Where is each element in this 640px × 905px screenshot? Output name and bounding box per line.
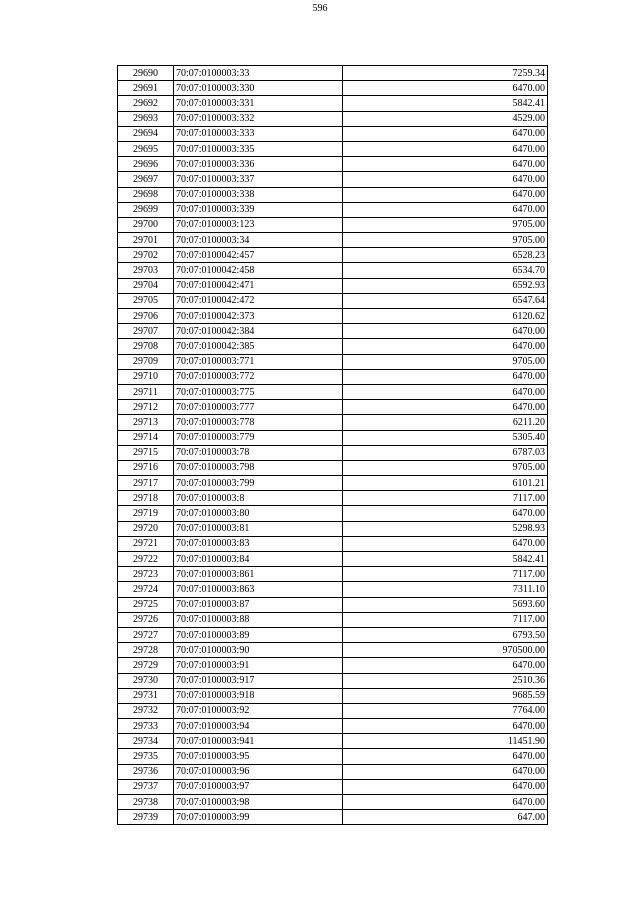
row-number-cell: 29728 (118, 643, 174, 658)
row-number-cell: 29735 (118, 749, 174, 764)
value-cell: 6211.20 (343, 415, 548, 430)
table-row (118, 567, 548, 582)
cadastral-number-cell: 70:07:0100003:332 (174, 111, 343, 126)
cadastral-number-cell: 70:07:0100003:331 (174, 96, 343, 111)
value-cell: 9705.00 (343, 460, 548, 475)
table-row (118, 749, 548, 764)
value-cell: 6547.64 (343, 293, 548, 308)
row-number-cell: 29732 (118, 703, 174, 718)
value-cell: 6470.00 (343, 764, 548, 779)
value-cell: 7117.00 (343, 567, 548, 582)
table-row (118, 506, 548, 521)
value-cell: 9705.00 (343, 354, 548, 369)
row-number-cell: 29734 (118, 734, 174, 749)
table-row (118, 597, 548, 612)
table-row (118, 491, 548, 506)
row-number-cell: 29731 (118, 688, 174, 703)
value-cell: 6470.00 (343, 536, 548, 551)
cadastral-number-cell: 70:07:0100003:799 (174, 476, 343, 491)
table-row (118, 612, 548, 627)
cadastral-number-cell: 70:07:0100003:779 (174, 430, 343, 445)
table-row (118, 202, 548, 217)
row-number-cell: 29715 (118, 445, 174, 460)
cadastral-number-cell: 70:07:0100003:941 (174, 734, 343, 749)
value-cell: 9705.00 (343, 233, 548, 248)
cadastral-number-cell: 70:07:0100003:123 (174, 217, 343, 232)
row-number-cell: 29711 (118, 384, 174, 399)
row-number-cell: 29702 (118, 248, 174, 263)
cadastral-number-cell: 70:07:0100003:917 (174, 673, 343, 688)
cadastral-number-cell: 70:07:0100003:798 (174, 460, 343, 475)
table-row (118, 96, 548, 111)
cadastral-number-cell: 70:07:0100003:98 (174, 795, 343, 810)
table-row (118, 627, 548, 642)
row-number-cell: 29691 (118, 81, 174, 96)
cadastral-number-cell: 70:07:0100003:99 (174, 810, 343, 825)
cadastral-number-cell: 70:07:0100003:336 (174, 157, 343, 172)
cadastral-number-cell: 70:07:0100003:863 (174, 582, 343, 597)
table-row (118, 582, 548, 597)
row-number-cell: 29705 (118, 293, 174, 308)
table-row (118, 233, 548, 248)
table-row (118, 703, 548, 718)
value-cell: 6470.00 (343, 339, 548, 354)
value-cell: 2510.36 (343, 673, 548, 688)
value-cell: 970500.00 (343, 643, 548, 658)
value-cell: 6470.00 (343, 749, 548, 764)
cadastral-number-cell: 70:07:0100003:97 (174, 779, 343, 794)
row-number-cell: 29704 (118, 278, 174, 293)
value-cell: 6470.00 (343, 795, 548, 810)
row-number-cell: 29719 (118, 506, 174, 521)
row-number-cell: 29716 (118, 460, 174, 475)
cadastral-number-cell: 70:07:0100003:861 (174, 567, 343, 582)
table-row (118, 81, 548, 96)
value-cell: 6470.00 (343, 126, 548, 141)
cadastral-number-cell: 70:07:0100003:81 (174, 521, 343, 536)
cadastral-number-cell: 70:07:0100003:778 (174, 415, 343, 430)
cadastral-number-cell: 70:07:0100003:771 (174, 354, 343, 369)
table-row (118, 719, 548, 734)
value-cell: 6534.70 (343, 263, 548, 278)
cadastral-number-cell: 70:07:0100003:335 (174, 141, 343, 156)
row-number-cell: 29736 (118, 764, 174, 779)
row-number-cell: 29724 (118, 582, 174, 597)
table-row (118, 445, 548, 460)
table-row (118, 400, 548, 415)
row-number-cell: 29706 (118, 309, 174, 324)
table-row (118, 384, 548, 399)
row-number-cell: 29725 (118, 597, 174, 612)
table-row (118, 278, 548, 293)
row-number-cell: 29737 (118, 779, 174, 794)
cadastral-number-cell: 70:07:0100003:80 (174, 506, 343, 521)
table-row (118, 172, 548, 187)
row-number-cell: 29698 (118, 187, 174, 202)
cadastral-number-cell: 70:07:0100003:91 (174, 658, 343, 673)
table-row (118, 415, 548, 430)
value-cell: 7764.00 (343, 703, 548, 718)
value-cell: 6470.00 (343, 779, 548, 794)
cadastral-number-cell: 70:07:0100042:457 (174, 248, 343, 263)
table-row (118, 795, 548, 810)
row-number-cell: 29717 (118, 476, 174, 491)
table-row (118, 217, 548, 232)
value-cell: 5842.41 (343, 96, 548, 111)
table-row (118, 688, 548, 703)
value-cell: 7311.10 (343, 582, 548, 597)
table-row (118, 111, 548, 126)
table-row (118, 354, 548, 369)
table-row (118, 460, 548, 475)
cadastral-number-cell: 70:07:0100003:33 (174, 66, 343, 81)
value-cell: 6470.00 (343, 324, 548, 339)
table-row (118, 157, 548, 172)
row-number-cell: 29722 (118, 552, 174, 567)
row-number-cell: 29739 (118, 810, 174, 825)
row-number-cell: 29726 (118, 612, 174, 627)
value-cell: 5305.40 (343, 430, 548, 445)
table-row (118, 309, 548, 324)
cadastral-number-cell: 70:07:0100003:339 (174, 202, 343, 217)
row-number-cell: 29721 (118, 536, 174, 551)
value-cell: 6470.00 (343, 658, 548, 673)
value-cell: 6470.00 (343, 81, 548, 96)
cadastral-number-cell: 70:07:0100003:89 (174, 627, 343, 642)
row-number-cell: 29699 (118, 202, 174, 217)
row-number-cell: 29733 (118, 719, 174, 734)
table-row (118, 643, 548, 658)
value-cell: 4529.00 (343, 111, 548, 126)
value-cell: 6528.23 (343, 248, 548, 263)
row-number-cell: 29727 (118, 627, 174, 642)
value-cell: 7117.00 (343, 491, 548, 506)
cadastral-number-cell: 70:07:0100042:385 (174, 339, 343, 354)
value-cell: 6470.00 (343, 719, 548, 734)
value-cell: 6470.00 (343, 384, 548, 399)
row-number-cell: 29709 (118, 354, 174, 369)
row-number-cell: 29708 (118, 339, 174, 354)
row-number-cell: 29729 (118, 658, 174, 673)
table-row (118, 734, 548, 749)
table-row (118, 536, 548, 551)
value-cell: 9685.59 (343, 688, 548, 703)
value-cell: 7259.34 (343, 66, 548, 81)
cadastral-number-cell: 70:07:0100003:775 (174, 384, 343, 399)
row-number-cell: 29694 (118, 126, 174, 141)
table-row (118, 658, 548, 673)
cadastral-number-cell: 70:07:0100003:337 (174, 172, 343, 187)
table-row (118, 126, 548, 141)
value-cell: 6470.00 (343, 202, 548, 217)
cadastral-number-cell: 70:07:0100003:777 (174, 400, 343, 415)
table-row (118, 293, 548, 308)
row-number-cell: 29713 (118, 415, 174, 430)
value-cell: 9705.00 (343, 217, 548, 232)
value-cell: 6120.62 (343, 309, 548, 324)
cadastral-value-table (117, 65, 548, 825)
row-number-cell: 29707 (118, 324, 174, 339)
value-cell: 6470.00 (343, 172, 548, 187)
table-row (118, 476, 548, 491)
table-row (118, 66, 548, 81)
table-row (118, 521, 548, 536)
table-row (118, 187, 548, 202)
row-number-cell: 29700 (118, 217, 174, 232)
cadastral-number-cell: 70:07:0100003:88 (174, 612, 343, 627)
row-number-cell: 29738 (118, 795, 174, 810)
cadastral-number-cell: 70:07:0100042:384 (174, 324, 343, 339)
table-row (118, 779, 548, 794)
row-number-cell: 29723 (118, 567, 174, 582)
value-cell: 5298.93 (343, 521, 548, 536)
table-row (118, 764, 548, 779)
cadastral-number-cell: 70:07:0100003:83 (174, 536, 343, 551)
table-row (118, 324, 548, 339)
value-cell: 6470.00 (343, 369, 548, 384)
cadastral-number-cell: 70:07:0100003:333 (174, 126, 343, 141)
table-row (118, 339, 548, 354)
table-row (118, 369, 548, 384)
row-number-cell: 29695 (118, 141, 174, 156)
value-cell: 6592.93 (343, 278, 548, 293)
row-number-cell: 29701 (118, 233, 174, 248)
cadastral-number-cell: 70:07:0100003:92 (174, 703, 343, 718)
cadastral-number-cell: 70:07:0100003:772 (174, 369, 343, 384)
row-number-cell: 29693 (118, 111, 174, 126)
cadastral-number-cell: 70:07:0100003:34 (174, 233, 343, 248)
row-number-cell: 29696 (118, 157, 174, 172)
value-cell: 6470.00 (343, 157, 548, 172)
table-row (118, 263, 548, 278)
table-row (118, 141, 548, 156)
table-row (118, 673, 548, 688)
table-row (118, 430, 548, 445)
cadastral-number-cell: 70:07:0100003:90 (174, 643, 343, 658)
row-number-cell: 29703 (118, 263, 174, 278)
cadastral-number-cell: 70:07:0100042:472 (174, 293, 343, 308)
cadastral-number-cell: 70:07:0100003:96 (174, 764, 343, 779)
cadastral-number-cell: 70:07:0100003:87 (174, 597, 343, 612)
table-body (118, 66, 548, 825)
cadastral-number-cell: 70:07:0100003:918 (174, 688, 343, 703)
row-number-cell: 29712 (118, 400, 174, 415)
value-cell: 647.00 (343, 810, 548, 825)
value-cell: 6470.00 (343, 187, 548, 202)
row-number-cell: 29720 (118, 521, 174, 536)
value-cell: 5842.41 (343, 552, 548, 567)
value-cell: 6470.00 (343, 400, 548, 415)
cadastral-number-cell: 70:07:0100003:95 (174, 749, 343, 764)
value-cell: 6470.00 (343, 141, 548, 156)
cadastral-number-cell: 70:07:0100003:8 (174, 491, 343, 506)
value-cell: 6101.21 (343, 476, 548, 491)
cadastral-number-cell: 70:07:0100003:84 (174, 552, 343, 567)
row-number-cell: 29714 (118, 430, 174, 445)
cadastral-number-cell: 70:07:0100003:78 (174, 445, 343, 460)
value-cell: 6470.00 (343, 506, 548, 521)
page-number: 596 (312, 3, 328, 14)
row-number-cell: 29718 (118, 491, 174, 506)
table-row (118, 248, 548, 263)
value-cell: 6787.03 (343, 445, 548, 460)
cadastral-number-cell: 70:07:0100003:94 (174, 719, 343, 734)
row-number-cell: 29697 (118, 172, 174, 187)
cadastral-number-cell: 70:07:0100003:330 (174, 81, 343, 96)
value-cell: 5693.60 (343, 597, 548, 612)
table-row (118, 552, 548, 567)
cadastral-number-cell: 70:07:0100042:458 (174, 263, 343, 278)
cadastral-number-cell: 70:07:0100003:338 (174, 187, 343, 202)
value-cell: 7117.00 (343, 612, 548, 627)
cadastral-number-cell: 70:07:0100042:373 (174, 309, 343, 324)
cadastral-number-cell: 70:07:0100042:471 (174, 278, 343, 293)
row-number-cell: 29692 (118, 96, 174, 111)
row-number-cell: 29690 (118, 66, 174, 81)
value-cell: 11451.90 (343, 734, 548, 749)
row-number-cell: 29710 (118, 369, 174, 384)
row-number-cell: 29730 (118, 673, 174, 688)
table-row (118, 810, 548, 825)
value-cell: 6793.50 (343, 627, 548, 642)
